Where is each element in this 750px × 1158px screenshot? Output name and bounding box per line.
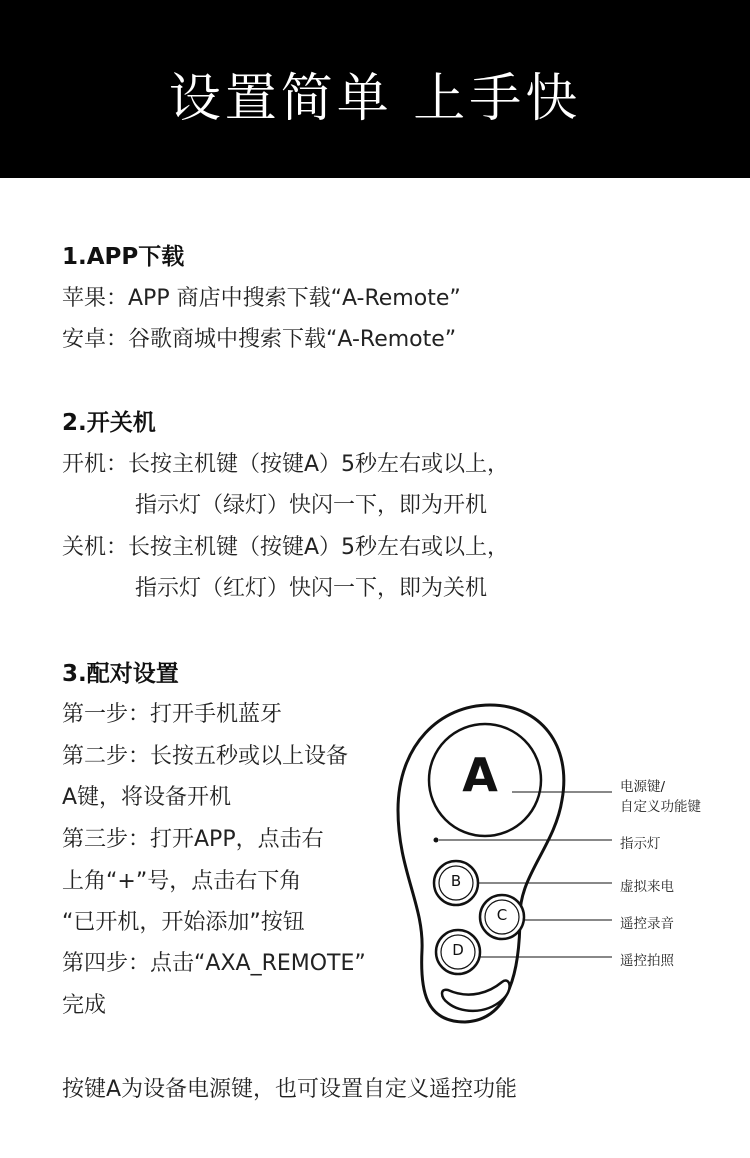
remote-diagram <box>390 700 720 1030</box>
section-heading-app-download: 1.APP下载 <box>62 244 185 270</box>
button-b-label: B <box>450 872 462 890</box>
text-line: A键，将设备开机 <box>62 785 232 810</box>
button-c-label: C <box>496 906 508 924</box>
label-remote-photo: 遥控拍照 <box>620 953 674 969</box>
header-banner <box>0 0 750 178</box>
label-remote-record: 遥控录音 <box>620 916 674 932</box>
label-power-line1: 电源键/ <box>620 779 666 795</box>
indicator-light <box>434 838 439 843</box>
section-heading-pairing: 3.配对设置 <box>62 661 179 687</box>
button-d-label: D <box>452 941 464 959</box>
banner-title: 设置简单 上手快 <box>168 69 582 129</box>
label-indicator: 指示灯 <box>620 836 661 852</box>
text-line: 关机：长按主机键（按键A）5秒左右或以上， <box>62 535 510 560</box>
text-line: 完成 <box>62 993 107 1018</box>
text-line: 第一步：打开手机蓝牙 <box>62 702 283 727</box>
text-line: 指示灯（绿灯）快闪一下，即为开机 <box>135 493 488 518</box>
text-line: 指示灯（红灯）快闪一下，即为关机 <box>135 576 488 601</box>
text-line: “已开机，开始添加”按钮 <box>62 910 305 935</box>
button-a-label: A <box>462 748 498 802</box>
text-line: 第二步：长按五秒或以上设备 <box>62 744 349 769</box>
text-line: 苹果：APP 商店中搜索下载“A-Remote” <box>62 286 461 311</box>
text-line: 第三步：打开APP，点击右 <box>62 827 324 852</box>
footer-note: 按键A为设备电源键，也可设置自定义遥控功能 <box>62 1077 518 1102</box>
text-line: 安卓：谷歌商城中搜索下载“A-Remote” <box>62 327 457 352</box>
label-virtual-call: 虚拟来电 <box>620 879 674 895</box>
text-line: 第四步：点击“AXA_REMOTE” <box>62 951 366 976</box>
text-line: 开机：长按主机键（按键A）5秒左右或以上， <box>62 452 510 477</box>
label-power-line2: 自定义功能键 <box>620 799 701 815</box>
section-heading-power: 2.开关机 <box>62 410 156 436</box>
text-line: 上角“+”号，点击右下角 <box>62 869 302 894</box>
